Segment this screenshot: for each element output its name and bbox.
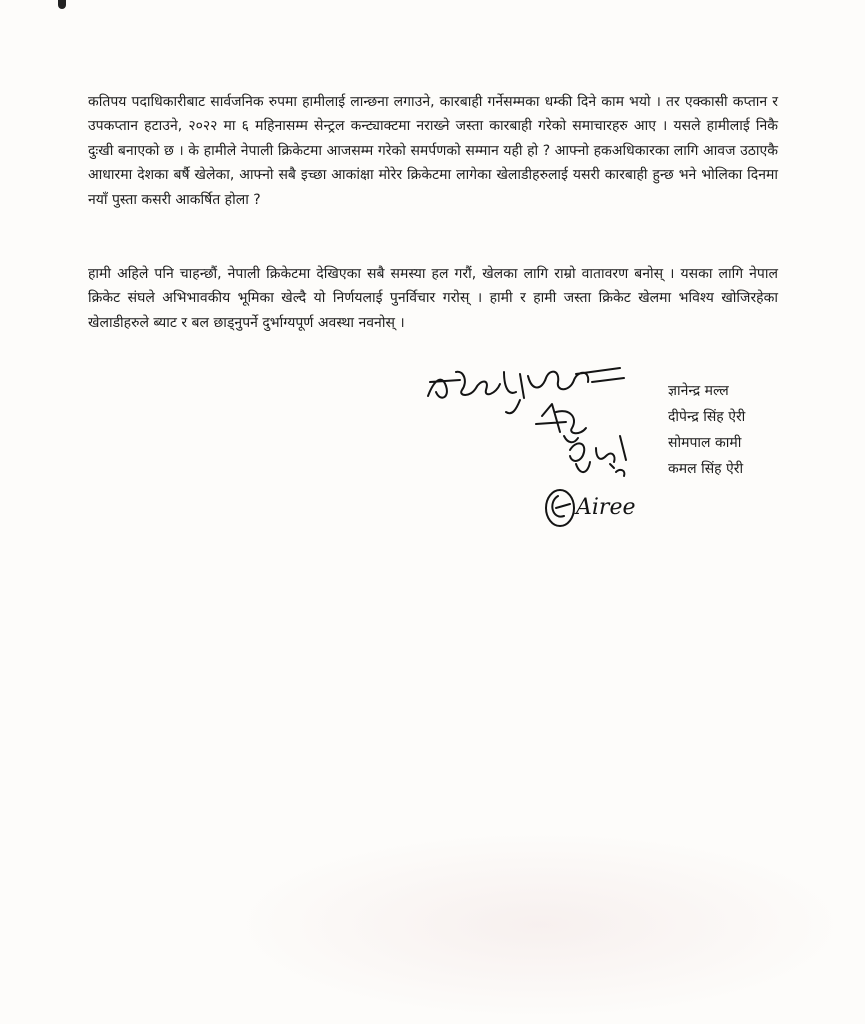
signature-3 (570, 436, 626, 476)
paragraph-2: हामी अहिले पनि चाहन्छौं, नेपाली क्रिकेटमा देखिएका सबै समस्या हल गरौं, खेलका लागि राम्रो वातावरण बनोस् । यसका लागि नेपाल क्रिकेट संघले अभिभावकीय भूमिका खेल्दै यो निर्णयलाई पुनर्विचार गरोस् । हामी र हामी जस्ता क्रिकेट खेलमा भविश्य खोजिरहेका खेलाडीहरुले ब्याट र बल छाड्नुपर्ने दुर्भाग्यपूर्ण अवस्था नवनोस् । (88, 266, 778, 331)
signature-2 (536, 404, 586, 442)
signature-1 (428, 368, 624, 413)
signatory-name: सोमपाल कामी (668, 435, 742, 451)
signature-4-text: Airee (576, 495, 636, 520)
signatory-name: कमल सिंह ऐरी (668, 461, 744, 477)
paragraph-1: कतिपय पदाधिकारीबाट सार्वजनिक रुपमा हामीलाई लान्छना लगाउने, कारबाही गर्नेसम्मका धम्की दिने काम भयो । तर एक्कासी कप्तान र उपकप्तान हटाउने, २०२२ मा ६ महिनासम्म सेन्ट्रल कन्ट्याक्टमा नराख्ने जस्ता कारबाही गरेको समाचारहरु आए । यसले हामीलाई निकै दुःखी बनाएको छ । के हामीले नेपाली क्रिकेटमा आजसम्म गरेको समर्पणको सम्मान यही हो ? आफ्नो हकअधिकारका लागि आवज उठाएकै आधारमा देशका बर्षै खेलेका, आफ्नो सबै इच्छा आकांक्षा मोरेर क्रिकेटमा लागेका खेलाडीहरुलाई यसरी कारबाही हुन्छ भने भोलिका दिनमा नयाँ पुस्ता कसरी आकर्षित होला ? (88, 94, 778, 208)
signatory-name: दीपेन्द्र सिंह ऐरी (668, 409, 746, 425)
signatures (420, 352, 700, 532)
paper-smudge (230, 830, 850, 1020)
signatory-names (668, 378, 745, 482)
ink-mark (58, 0, 66, 9)
signatory-name: ज्ञानेन्द्र मल्ल (668, 383, 729, 399)
